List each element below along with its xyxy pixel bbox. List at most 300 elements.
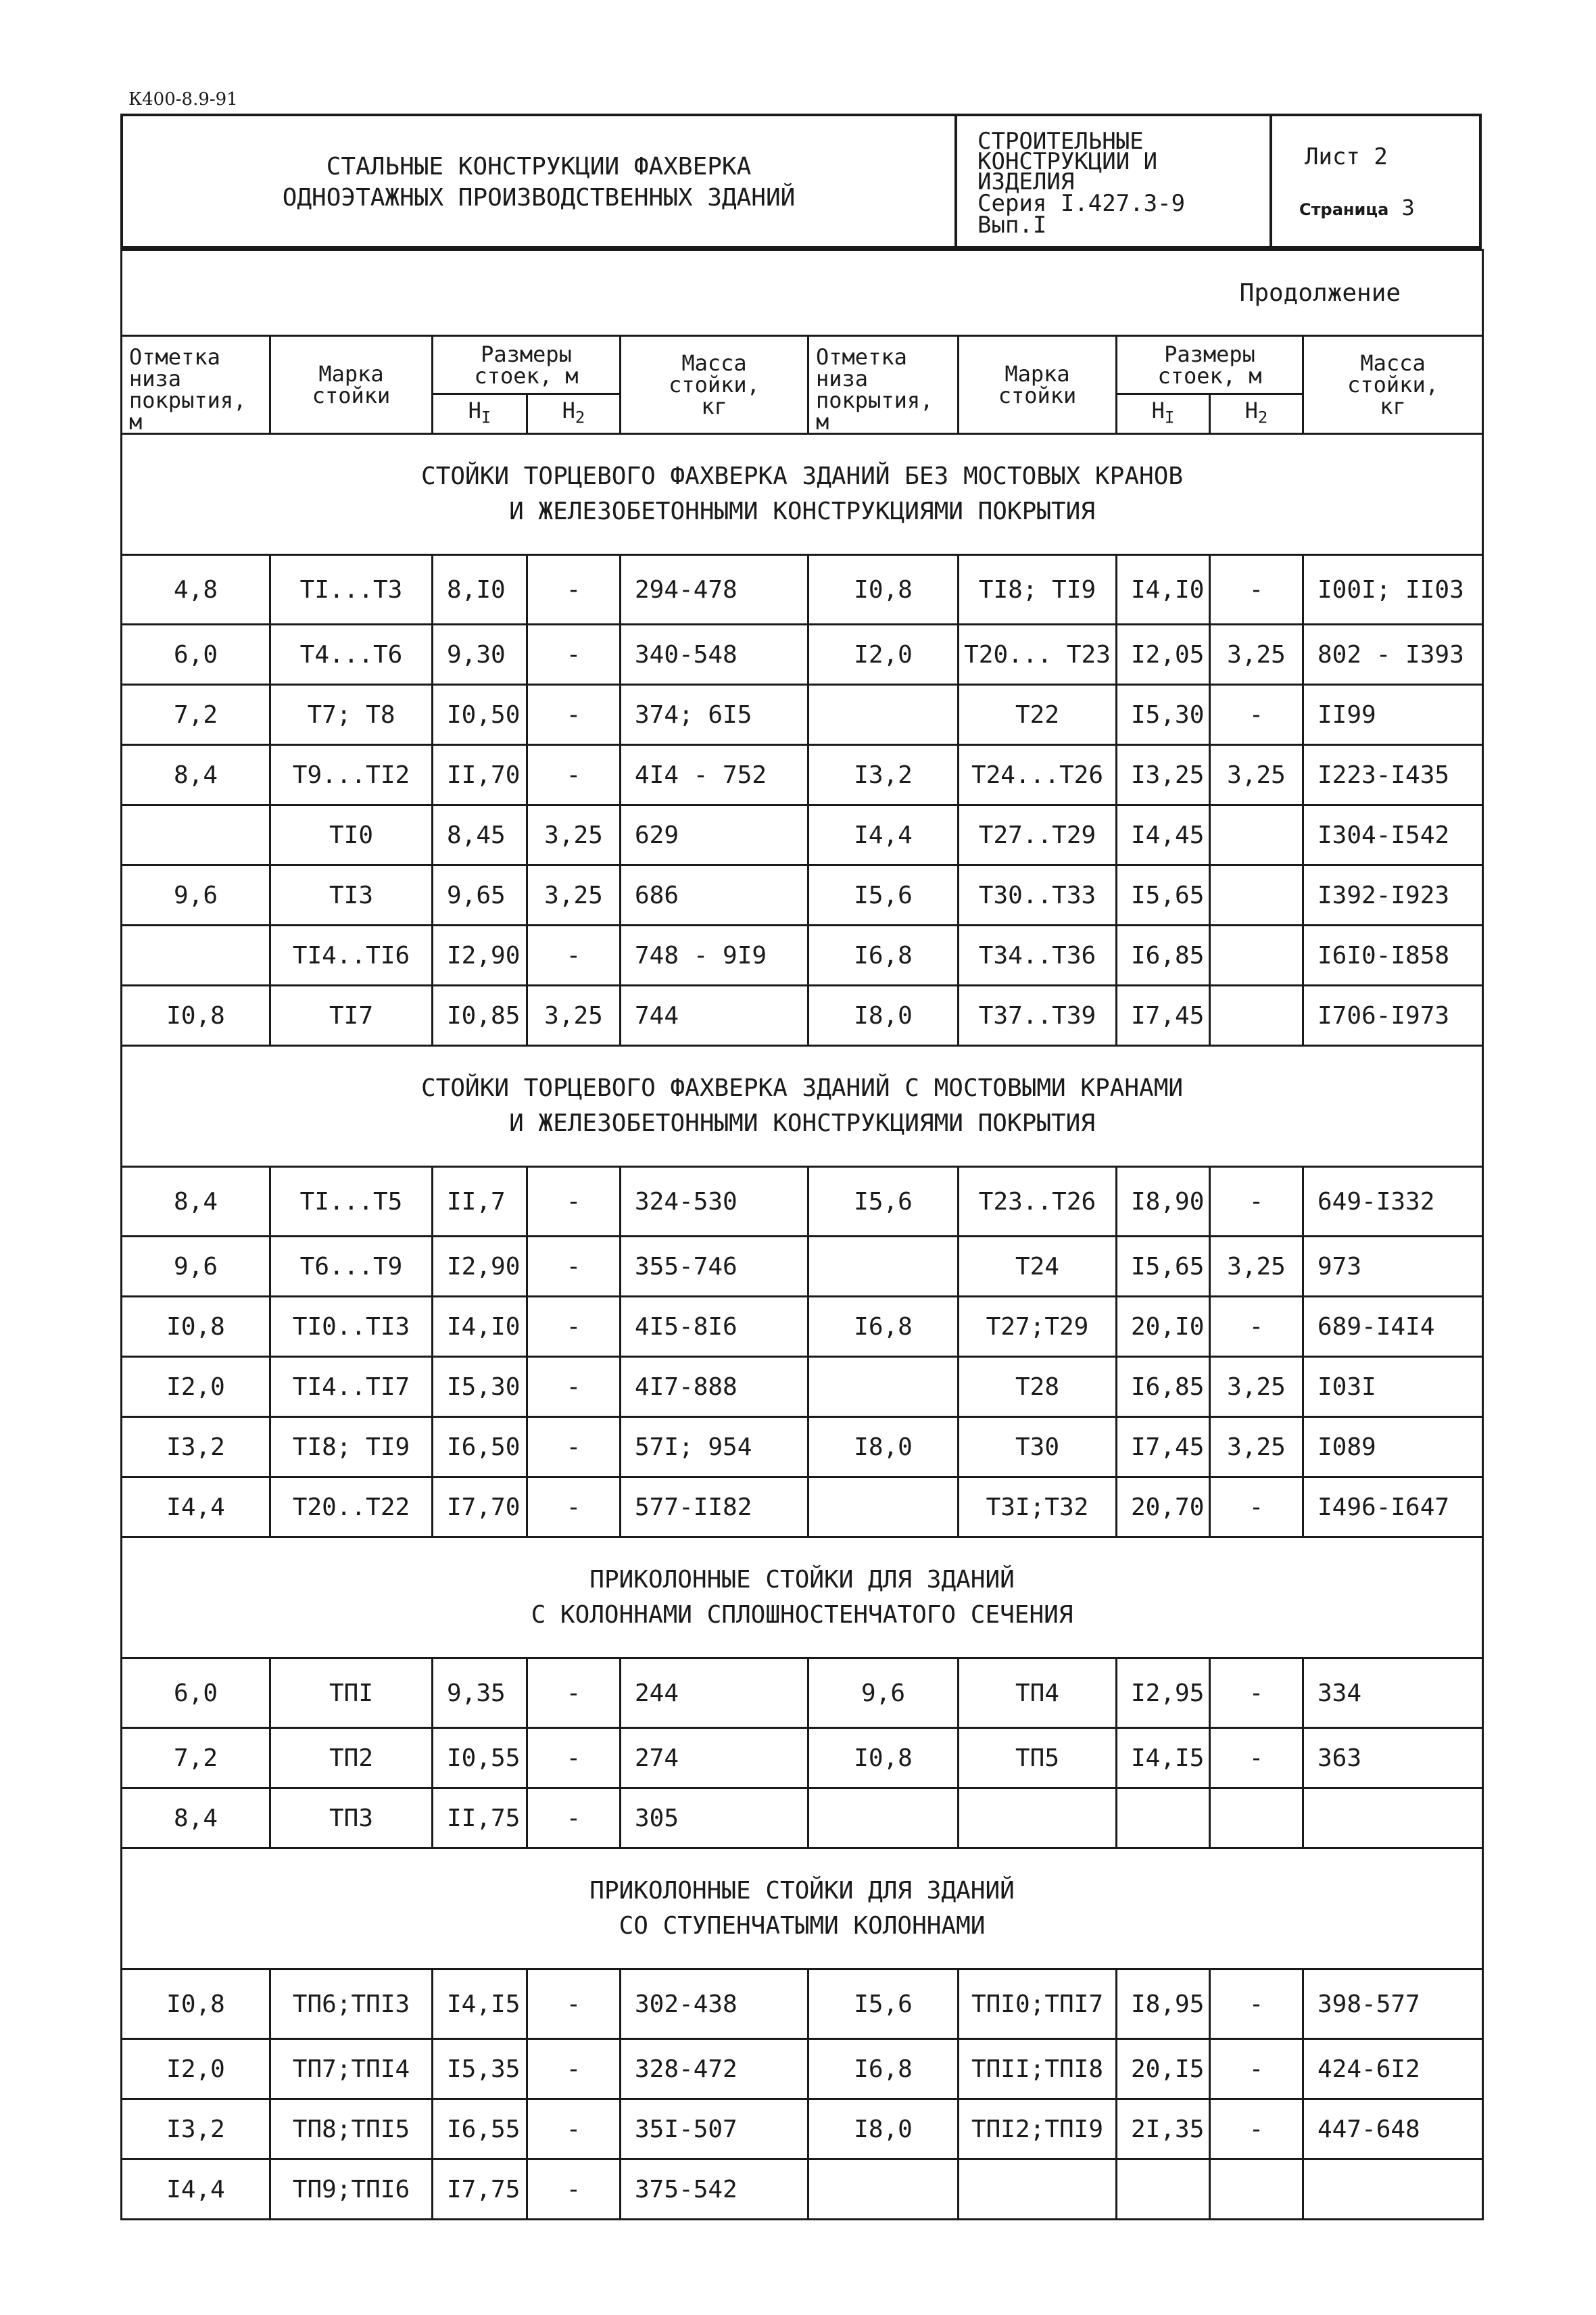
cell-mass: 689-I4I4	[1303, 1297, 1483, 1357]
cell-h1: 9,30	[433, 625, 527, 685]
table-row	[122, 685, 1483, 745]
section-title-row	[122, 1046, 1483, 1167]
cell-level: 6,0	[122, 625, 270, 685]
cell-mass: I00I; II03	[1303, 555, 1483, 625]
continuation-row	[122, 250, 1483, 336]
cell-level: 9,6	[122, 1237, 270, 1297]
cell-mark: T3I;T32	[959, 1477, 1117, 1537]
section-title	[122, 1848, 1483, 1970]
cell-mass: I223-I435	[1303, 745, 1483, 805]
height-subscript: 2	[575, 408, 585, 427]
header-text-line: покрытия,	[129, 387, 247, 413]
cell-mark: T37..T39	[959, 986, 1117, 1046]
cell-mass: 4I5-8I6	[621, 1297, 808, 1357]
cell-mass	[1303, 2159, 1483, 2220]
cell-level: I2,0	[122, 2039, 270, 2099]
cell-mass: 305	[621, 1788, 808, 1848]
table-row	[122, 986, 1483, 1046]
cell-level: 6,0	[122, 1658, 270, 1728]
series-cell	[957, 116, 1272, 246]
height-subscript: 2	[1257, 408, 1268, 427]
cell-level: 9,6	[808, 1658, 959, 1728]
cell-mass: 375-542	[621, 2159, 808, 2220]
cell-h1: I6,85	[1117, 926, 1210, 986]
cell-mark: T20..T22	[270, 1477, 433, 1537]
section-title-line: СТОЙКИ ТОРЦЕВОГО ФАХВЕРКА ЗДАНИЙ С МОСТОВЫМИ КРАНАМИ	[421, 1074, 1184, 1102]
cell-h2: 3,25	[1210, 1417, 1303, 1477]
cell-level: I5,6	[808, 1167, 959, 1237]
header-text-line: стойки,	[1347, 372, 1438, 398]
header-sizes	[433, 336, 621, 394]
cell-level: 7,2	[122, 685, 270, 745]
cell-mass: I706-I973	[1303, 986, 1483, 1046]
cell-level: I3,2	[122, 2099, 270, 2159]
table-row	[122, 745, 1483, 805]
cell-mark: ТПII;ТПI8	[959, 2039, 1117, 2099]
header-text-line: Масса	[681, 350, 747, 376]
cell-level: I4,4	[122, 2159, 270, 2220]
section-title-line: СО СТУПЕНЧАТЫМИ КОЛОННАМИ	[619, 1912, 986, 1940]
cell-h2	[1210, 2159, 1303, 2220]
cell-mark: ТП3	[270, 1788, 433, 1848]
sheet-cell	[1272, 116, 1482, 246]
cell-h1	[1117, 2159, 1210, 2220]
cell-h1	[1117, 1788, 1210, 1848]
header-text-line: низа	[129, 366, 182, 391]
cell-mass: 398-577	[1303, 1970, 1483, 2039]
header-text-line: стойки,	[669, 372, 760, 398]
cell-h2	[1210, 805, 1303, 865]
cell-mark: T27;T29	[959, 1297, 1117, 1357]
cell-mark: ТПI	[270, 1658, 433, 1728]
doc-title-line2: ОДНОЭТАЖНЫХ ПРОИЗВОДСТВЕННЫХ ЗДАНИЙ	[282, 184, 796, 212]
header-text-line: Масса	[1360, 350, 1426, 376]
cell-mark: ТПI0;ТПI7	[959, 1970, 1117, 2039]
continuation-label: Продолжение	[122, 250, 1483, 336]
cell-h1: 2I,35	[1117, 2099, 1210, 2159]
cell-mass: I6I0-I858	[1303, 926, 1483, 986]
table-row	[122, 1417, 1483, 1477]
cell-mark: T4...T6	[270, 625, 433, 685]
header-text-line: Размеры	[481, 341, 572, 367]
cell-mass: II99	[1303, 685, 1483, 745]
cell-h2: 3,25	[527, 865, 621, 926]
cell-h2: 3,25	[527, 805, 621, 865]
cell-mark: T24	[959, 1237, 1117, 1297]
cell-mark: T27..T29	[959, 805, 1117, 865]
header-text-line: покрытия,	[816, 387, 934, 413]
cell-h2: -	[1210, 1970, 1303, 2039]
cell-level: I6,8	[808, 2039, 959, 2099]
cell-mark: ТП5	[959, 1728, 1117, 1788]
section-title	[122, 1537, 1483, 1658]
cell-h2: 3,25	[527, 986, 621, 1046]
cell-h2: -	[527, 1658, 621, 1728]
cell-h2: -	[527, 1970, 621, 2039]
cell-mass: 328-472	[621, 2039, 808, 2099]
cell-mass: 577-II82	[621, 1477, 808, 1537]
header-mass	[621, 336, 808, 434]
cell-mark: TI...T5	[270, 1167, 433, 1237]
cell-mass: 4I7-888	[621, 1357, 808, 1417]
header-text-line: Размеры	[1164, 341, 1255, 367]
cell-h2: -	[527, 745, 621, 805]
table-row	[122, 1237, 1483, 1297]
cell-h2: -	[527, 1728, 621, 1788]
cell-mass: 57I; 954	[621, 1417, 808, 1477]
cell-h1: I6,50	[433, 1417, 527, 1477]
cell-level: I8,0	[808, 986, 959, 1046]
columns-table	[120, 249, 1484, 2220]
header-sizes	[1117, 336, 1303, 394]
cell-h2	[1210, 986, 1303, 1046]
cell-h2	[1210, 865, 1303, 926]
cell-h2: -	[1210, 2099, 1303, 2159]
cell-level: I6,8	[808, 926, 959, 986]
cell-mark: TI0	[270, 805, 433, 865]
table-row	[122, 1167, 1483, 1237]
cell-mass: 374; 6I5	[621, 685, 808, 745]
header-text-line: низа	[816, 366, 869, 391]
cell-level	[122, 926, 270, 986]
header-text-line: стойки	[998, 383, 1077, 408]
cell-h1: I4,I0	[1117, 555, 1210, 625]
cell-h2: -	[527, 625, 621, 685]
cell-level	[808, 2159, 959, 2220]
header-h2	[527, 394, 621, 434]
cell-mass: I496-I647	[1303, 1477, 1483, 1537]
cell-mark: T24...T26	[959, 745, 1117, 805]
cell-level: I0,8	[808, 555, 959, 625]
header-text-line: Марка	[1005, 361, 1070, 387]
section-title-line: ПРИКОЛОННЫЕ СТОЙКИ ДЛЯ ЗДАНИЙ	[589, 1877, 1015, 1905]
cell-mark: T34..T36	[959, 926, 1117, 986]
header-text-line: Отметка	[816, 344, 907, 370]
cell-mark: TI8; TI9	[270, 1417, 433, 1477]
cell-mark: ТП8;ТПI5	[270, 2099, 433, 2159]
cell-mark: TI8; TI9	[959, 555, 1117, 625]
cell-h2: -	[527, 2039, 621, 2099]
section-title-line: И ЖЕЛЕЗОБЕТОННЫМИ КОНСТРУКЦИЯМИ ПОКРЫТИЯ	[509, 498, 1096, 525]
cell-mark: T6...T9	[270, 1237, 433, 1297]
section-title-row	[122, 1848, 1483, 1970]
table-row	[122, 805, 1483, 865]
height-letter: H	[1244, 397, 1258, 423]
cell-h2: -	[527, 926, 621, 986]
height-letter: H	[1151, 397, 1165, 423]
cell-h2: -	[527, 1167, 621, 1237]
cell-h2: 3,25	[1210, 1237, 1303, 1297]
cell-mass: I089	[1303, 1417, 1483, 1477]
cell-mass: 340-548	[621, 625, 808, 685]
cell-h2: -	[1210, 1477, 1303, 1537]
cell-h2	[1210, 926, 1303, 986]
cell-level	[808, 1477, 959, 1537]
cell-h2: -	[527, 1477, 621, 1537]
table-row	[122, 625, 1483, 685]
header-text-line: стоек, м	[474, 362, 579, 389]
cell-mark	[959, 2159, 1117, 2220]
cell-h1: I2,90	[433, 926, 527, 986]
cell-level: I0,8	[808, 1728, 959, 1788]
cell-h2: -	[527, 685, 621, 745]
section-title-line: СТОЙКИ ТОРЦЕВОГО ФАХВЕРКА ЗДАНИЙ БЕЗ МОСТОВЫХ КРАНОВ	[421, 462, 1184, 490]
cell-mark	[959, 1788, 1117, 1848]
cell-h2: -	[527, 1297, 621, 1357]
cell-mass: 686	[621, 865, 808, 926]
table-row	[122, 2039, 1483, 2099]
cell-mark: TI0..TI3	[270, 1297, 433, 1357]
cell-level: 4,8	[122, 555, 270, 625]
document-code: К400-8.9-91	[128, 89, 238, 110]
section-title-line: ПРИКОЛОННЫЕ СТОЙКИ ДЛЯ ЗДАНИЙ	[589, 1566, 1015, 1594]
cell-level	[808, 1357, 959, 1417]
cell-mass: 649-I332	[1303, 1167, 1483, 1237]
cell-h2: -	[527, 1788, 621, 1848]
cell-h2: -	[527, 2099, 621, 2159]
series-line3: ИЗДЕЛИЯ	[977, 168, 1075, 195]
cell-mass: 4I4 - 752	[621, 745, 808, 805]
cell-level: 9,6	[122, 865, 270, 926]
header-h1	[433, 394, 527, 434]
page-number: 3	[1401, 195, 1415, 220]
page-word: Страница	[1299, 200, 1389, 219]
cell-mark: T22	[959, 685, 1117, 745]
cell-level: I4,4	[808, 805, 959, 865]
cell-h1: I7,70	[433, 1477, 527, 1537]
cell-mark: ТП2	[270, 1728, 433, 1788]
header-text-line: Марка	[318, 361, 384, 387]
cell-level: 8,4	[122, 1788, 270, 1848]
table-row	[122, 1788, 1483, 1848]
cell-mark: T7; T8	[270, 685, 433, 745]
cell-level	[122, 805, 270, 865]
cell-mark: T9...TI2	[270, 745, 433, 805]
cell-level: 8,4	[122, 1167, 270, 1237]
cell-h1: II,7	[433, 1167, 527, 1237]
cell-level	[808, 685, 959, 745]
cell-mark: T30	[959, 1417, 1117, 1477]
cell-mark: T23..T26	[959, 1167, 1117, 1237]
table-row	[122, 1728, 1483, 1788]
cell-mark: TI7	[270, 986, 433, 1046]
cell-mark: T20... T23	[959, 625, 1117, 685]
cell-h1: 8,I0	[433, 555, 527, 625]
title-cell	[123, 116, 957, 246]
table-row	[122, 1297, 1483, 1357]
cell-h1: I6,55	[433, 2099, 527, 2159]
header-text-line: стоек, м	[1157, 362, 1262, 389]
table-row	[122, 865, 1483, 926]
cell-mass: 294-478	[621, 555, 808, 625]
cell-level: I0,8	[122, 1970, 270, 2039]
cell-mass: 274	[621, 1728, 808, 1788]
cell-h2: -	[1210, 685, 1303, 745]
cell-level: I6,8	[808, 1297, 959, 1357]
issue-number: Вып.I	[977, 212, 1047, 239]
cell-mark: ТП7;ТПI4	[270, 2039, 433, 2099]
table-row	[122, 926, 1483, 986]
header-level	[808, 336, 959, 434]
cell-mass: 334	[1303, 1658, 1483, 1728]
cell-h1: 8,45	[433, 805, 527, 865]
cell-h2: -	[1210, 1297, 1303, 1357]
cell-h1: I2,95	[1117, 1658, 1210, 1728]
table-row	[122, 1658, 1483, 1728]
cell-mass: 302-438	[621, 1970, 808, 2039]
header-text-line: Отметка	[129, 344, 220, 370]
cell-mass: I304-I542	[1303, 805, 1483, 865]
cell-mass	[1303, 1788, 1483, 1848]
cell-mass: 629	[621, 805, 808, 865]
cell-h1: I5,30	[1117, 685, 1210, 745]
cell-mass: 802 - I393	[1303, 625, 1483, 685]
cell-h2: -	[527, 2159, 621, 2220]
header-text-line: стойки	[312, 383, 391, 408]
header-h1	[1117, 394, 1210, 434]
cell-h1: I4,45	[1117, 805, 1210, 865]
section-title-row	[122, 434, 1483, 555]
sheet-label: Лист 2	[1305, 143, 1388, 170]
cell-h1: I0,55	[433, 1728, 527, 1788]
cell-level: 8,4	[122, 745, 270, 805]
series-number: Серия I.427.3-9	[977, 190, 1186, 217]
cell-mass: 447-648	[1303, 2099, 1483, 2159]
cell-level: I0,8	[122, 1297, 270, 1357]
series-line2: КОНСТРУКЦИИ И	[977, 148, 1158, 175]
header-text-line: кг	[1380, 393, 1406, 419]
cell-mass: I03I	[1303, 1357, 1483, 1417]
height-letter: H	[562, 397, 575, 423]
cell-h1: I7,75	[433, 2159, 527, 2220]
column-header-row	[122, 336, 1483, 394]
cell-h1: I3,25	[1117, 745, 1210, 805]
header-mark	[270, 336, 433, 434]
cell-mass: 973	[1303, 1237, 1483, 1297]
doc-title-line1: СТАЛЬНЫЕ КОНСТРУКЦИИ ФАХВЕРКА	[326, 153, 752, 181]
cell-h1: I7,45	[1117, 1417, 1210, 1477]
cell-h1: 9,65	[433, 865, 527, 926]
cell-mark: TI3	[270, 865, 433, 926]
cell-level: I8,0	[808, 2099, 959, 2159]
cell-level	[808, 1788, 959, 1848]
title-block	[120, 114, 1482, 249]
cell-level: I3,2	[808, 745, 959, 805]
table-row	[122, 2159, 1483, 2220]
cell-mass: 748 - 9I9	[621, 926, 808, 986]
cell-mark: ТПI2;ТПI9	[959, 2099, 1117, 2159]
section-title-line: И ЖЕЛЕЗОБЕТОННЫМИ КОНСТРУКЦИЯМИ ПОКРЫТИЯ	[509, 1109, 1096, 1137]
section-title	[122, 434, 1483, 555]
cell-h1: I5,35	[433, 2039, 527, 2099]
cell-mass: 363	[1303, 1728, 1483, 1788]
cell-h1: I6,85	[1117, 1357, 1210, 1417]
cell-h2: -	[527, 1237, 621, 1297]
cell-h1: I2,05	[1117, 625, 1210, 685]
cell-level: I2,0	[122, 1357, 270, 1417]
cell-mark: T30..T33	[959, 865, 1117, 926]
cell-mass: 355-746	[621, 1237, 808, 1297]
cell-h2	[1210, 1788, 1303, 1848]
cell-h2: -	[527, 555, 621, 625]
cell-h1: I4,I5	[433, 1970, 527, 2039]
cell-h1: I5,65	[1117, 865, 1210, 926]
section-title-row	[122, 1537, 1483, 1658]
table-row	[122, 1477, 1483, 1537]
cell-level: I5,6	[808, 865, 959, 926]
cell-h2: 3,25	[1210, 625, 1303, 685]
cell-h1: I5,30	[433, 1357, 527, 1417]
height-subscript: I	[481, 408, 491, 427]
cell-mass: 744	[621, 986, 808, 1046]
cell-h2: -	[527, 1357, 621, 1417]
header-mark	[959, 336, 1117, 434]
cell-h1: I5,65	[1117, 1237, 1210, 1297]
header-level	[122, 336, 270, 434]
cell-level	[808, 1237, 959, 1297]
cell-level: 7,2	[122, 1728, 270, 1788]
cell-h2: -	[1210, 555, 1303, 625]
cell-h1: I8,95	[1117, 1970, 1210, 2039]
table-row	[122, 555, 1483, 625]
cell-h1: I0,85	[433, 986, 527, 1046]
cell-h1: I7,45	[1117, 986, 1210, 1046]
cell-mark: TI...T3	[270, 555, 433, 625]
cell-mass: 244	[621, 1658, 808, 1728]
cell-h1: I4,I5	[1117, 1728, 1210, 1788]
section-title-line: С КОЛОННАМИ СПЛОШНОСТЕНЧАТОГО СЕЧЕНИЯ	[531, 1601, 1073, 1629]
cell-h2: -	[1210, 2039, 1303, 2099]
cell-h1: 9,35	[433, 1658, 527, 1728]
header-text-line: м	[816, 409, 829, 434]
cell-level: I5,6	[808, 1970, 959, 2039]
height-subscript: I	[1164, 408, 1175, 427]
section-title	[122, 1046, 1483, 1167]
cell-mark: TI4..TI7	[270, 1357, 433, 1417]
table-row	[122, 2099, 1483, 2159]
cell-h2: 3,25	[1210, 1357, 1303, 1417]
cell-mass: 424-6I2	[1303, 2039, 1483, 2099]
cell-mark: ТП6;ТПI3	[270, 1970, 433, 2039]
cell-h1: I8,90	[1117, 1167, 1210, 1237]
cell-h1: II,70	[433, 745, 527, 805]
cell-level: I4,4	[122, 1477, 270, 1537]
header-mass	[1303, 336, 1483, 434]
cell-h1: I2,90	[433, 1237, 527, 1297]
height-letter: H	[468, 397, 481, 423]
cell-mass: 35I-507	[621, 2099, 808, 2159]
table-row	[122, 1970, 1483, 2039]
cell-mass: I392-I923	[1303, 865, 1483, 926]
cell-h1: 20,70	[1117, 1477, 1210, 1537]
cell-h1: II,75	[433, 1788, 527, 1848]
cell-h1: 20,I0	[1117, 1297, 1210, 1357]
cell-h1: 20,I5	[1117, 2039, 1210, 2099]
series-line1: СТРОИТЕЛЬНЫЕ	[977, 128, 1144, 155]
table-row	[122, 1357, 1483, 1417]
cell-h2: 3,25	[1210, 745, 1303, 805]
cell-level: I8,0	[808, 1417, 959, 1477]
cell-mass: 324-530	[621, 1167, 808, 1237]
cell-h2: -	[1210, 1167, 1303, 1237]
cell-h2: -	[527, 1417, 621, 1477]
cell-h2: -	[1210, 1728, 1303, 1788]
cell-mark: T28	[959, 1357, 1117, 1417]
cell-level: I2,0	[808, 625, 959, 685]
cell-h1: I4,I0	[433, 1297, 527, 1357]
cell-h1: I0,50	[433, 685, 527, 745]
cell-mark: TI4..TI6	[270, 926, 433, 986]
